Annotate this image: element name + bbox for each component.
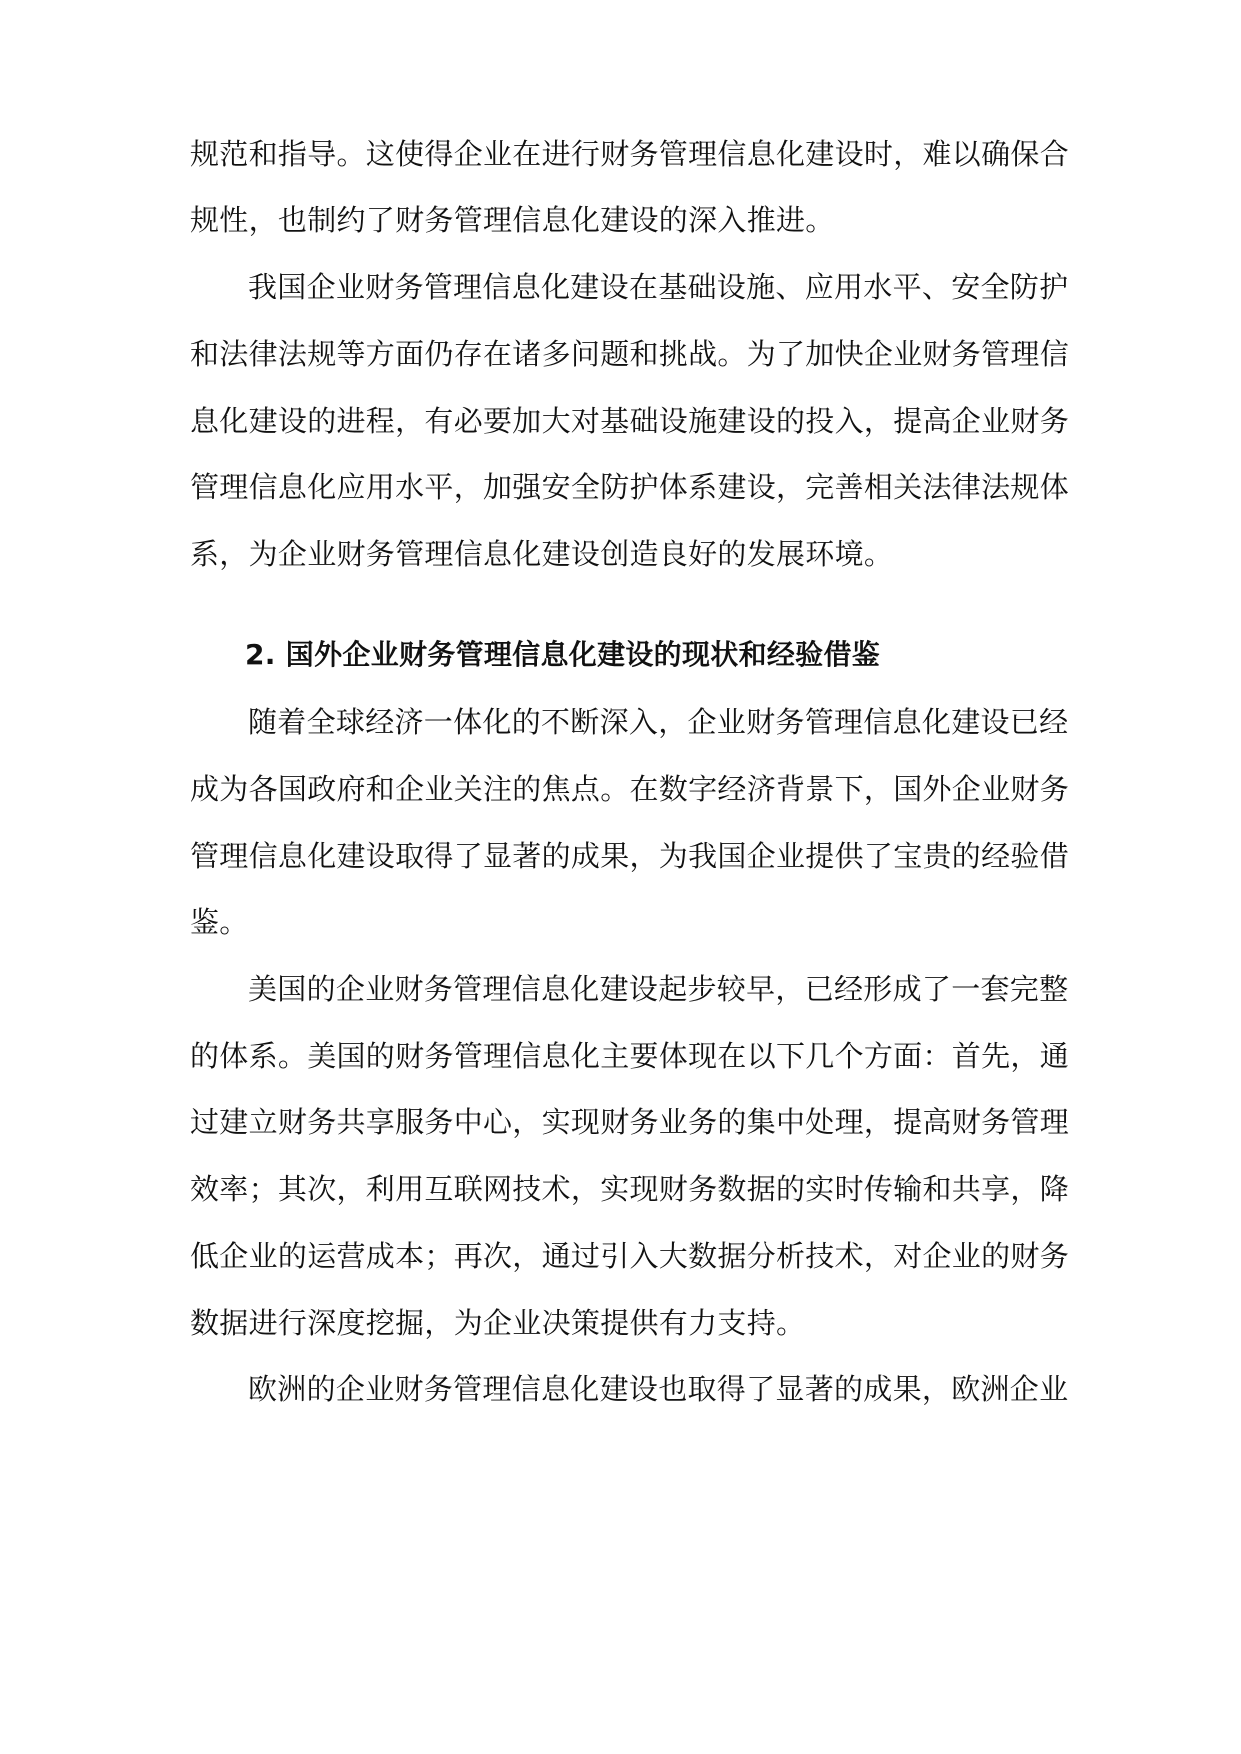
- text-line: 数据进行深度挖掘，为企业决策提供有力支持。: [190, 1306, 806, 1340]
- text-line: 鉴。: [190, 905, 249, 939]
- text-line: 我国企业财务管理信息化建设在基础设施、应用水平、安全防护: [248, 270, 1069, 304]
- text-line: 欧洲的企业财务管理信息化建设也取得了显著的成果，欧洲企业: [248, 1372, 1069, 1406]
- text-line: 规性，也制约了财务管理信息化建设的深入推进。: [190, 203, 835, 237]
- text-line: 效率；其次，利用互联网技术，实现财务数据的实时传输和共享，降: [190, 1172, 1070, 1206]
- text-line: 和法律法规等方面仍存在诸多问题和挑战。为了加快企业财务管理信: [190, 337, 1070, 371]
- text-line: 系，为企业财务管理信息化建设创造良好的发展环境。: [190, 537, 894, 571]
- text-line: 管理信息化建设取得了显著的成果，为我国企业提供了宝贵的经验借: [190, 839, 1070, 873]
- text-line: 过建立财务共享服务中心，实现财务业务的集中处理，提高财务管理: [190, 1105, 1070, 1139]
- text-line: 美国的企业财务管理信息化建设起步较早，已经形成了一套完整: [248, 972, 1069, 1006]
- text-line: 成为各国政府和企业关注的焦点。在数字经济背景下，国外企业财务: [190, 772, 1070, 806]
- text-line: 低企业的运营成本；再次，通过引入大数据分析技术，对企业的财务: [190, 1239, 1070, 1273]
- section-heading: 2. 国外企业财务管理信息化建设的现状和经验借鉴: [245, 638, 881, 671]
- text-line: 随着全球经济一体化的不断深入，企业财务管理信息化建设已经: [248, 705, 1069, 739]
- text-line: 息化建设的进程，有必要加大对基础设施建设的投入，提高企业财务: [190, 404, 1070, 438]
- text-line: 规范和指导。这使得企业在进行财务管理信息化建设时，难以确保合: [190, 137, 1070, 171]
- text-line: 的体系。美国的财务管理信息化主要体现在以下几个方面：首先，通: [190, 1039, 1070, 1073]
- text-line: 管理信息化应用水平，加强安全防护体系建设，完善相关法律法规体: [190, 470, 1070, 504]
